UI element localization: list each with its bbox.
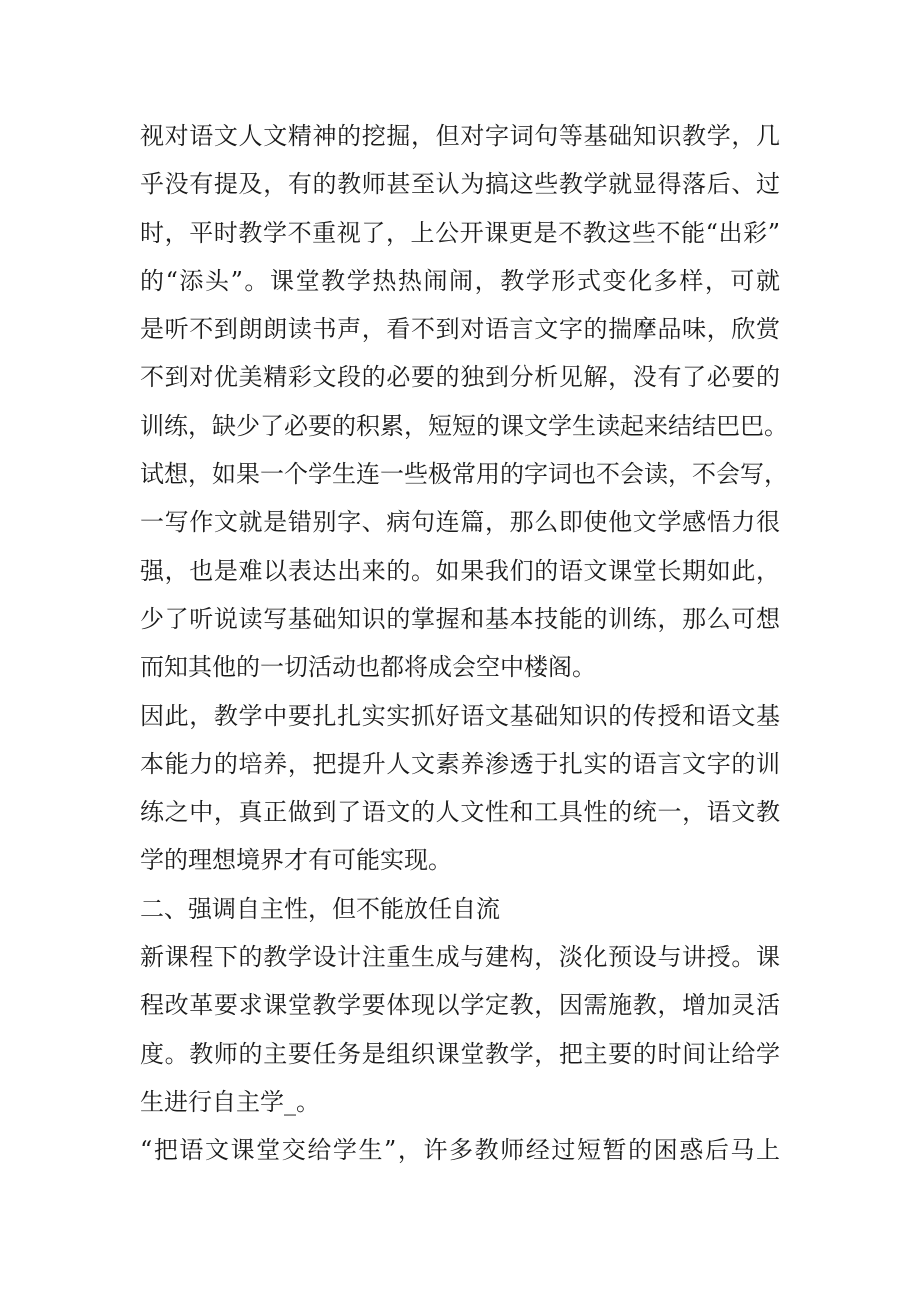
- text-line: 时，平时教学不重视了，上公开课更是不教这些不能“出彩”: [140, 218, 780, 247]
- text-line: 不到对优美精彩文段的必要的独到分析见解，没有了必要的: [140, 363, 780, 392]
- text-line: 的“添头”。课堂教学热热闹闹，教学形式变化多样，可就: [140, 266, 780, 295]
- text-line: 而知其他的一切活动也都将成会空中楼阁。: [140, 653, 596, 682]
- text-line: “把语文课堂交给学生”，许多教师经过短暂的困惑后马上: [140, 1136, 780, 1165]
- text-line: 度。教师的主要任务是组织课堂教学，把主要的时间让给学: [140, 1039, 780, 1068]
- text-line: 程改革要求课堂教学要体现以学定教，因需施教，增加灵活: [140, 991, 780, 1020]
- text-line: 乎没有提及，有的教师甚至认为搞这些教学就显得落后、过: [140, 170, 780, 199]
- text-line: 一写作文就是错别字、病句连篇，那么即使他文学感悟力很: [140, 508, 780, 537]
- text-line: 训练，缺少了必要的积累，短短的课文学生读起来结结巴巴。: [140, 411, 788, 440]
- text-line: 视对语文人文精神的挖掘，但对字词句等基础知识教学，几: [140, 122, 780, 150]
- text-line: 强，也是难以表达出来的。如果我们的语文课堂长期如此，: [140, 556, 780, 585]
- body-text: [140, 112, 788, 1175]
- text-line: 是听不到朗朗读书声，看不到对语言文字的揣摩品味，欣赏: [140, 315, 780, 344]
- text-line: 本能力的培养，把提升人文素养渗透于扎实的语言文字的训: [140, 749, 780, 778]
- text-line: 试想，如果一个学生连一些极常用的字词也不会读，不会写，: [140, 460, 788, 489]
- text-line: 新课程下的教学设计注重生成与建构，淡化预设与讲授。课: [140, 943, 780, 972]
- text-line: 少了听说读写基础知识的掌握和基本技能的训练，那么可想: [140, 604, 780, 633]
- text-line: 学的理想境界才有可能实现。: [140, 846, 452, 875]
- text-line: 生进行自主学_。: [140, 1087, 320, 1116]
- section-heading: 二、强调自主性，但不能放任自流: [140, 894, 500, 923]
- text-line: 练之中，真正做到了语文的人文性和工具性的统一，语文教: [140, 798, 780, 827]
- text-line: 因此，教学中要扎扎实实抓好语文基础知识的传授和语文基: [140, 701, 780, 730]
